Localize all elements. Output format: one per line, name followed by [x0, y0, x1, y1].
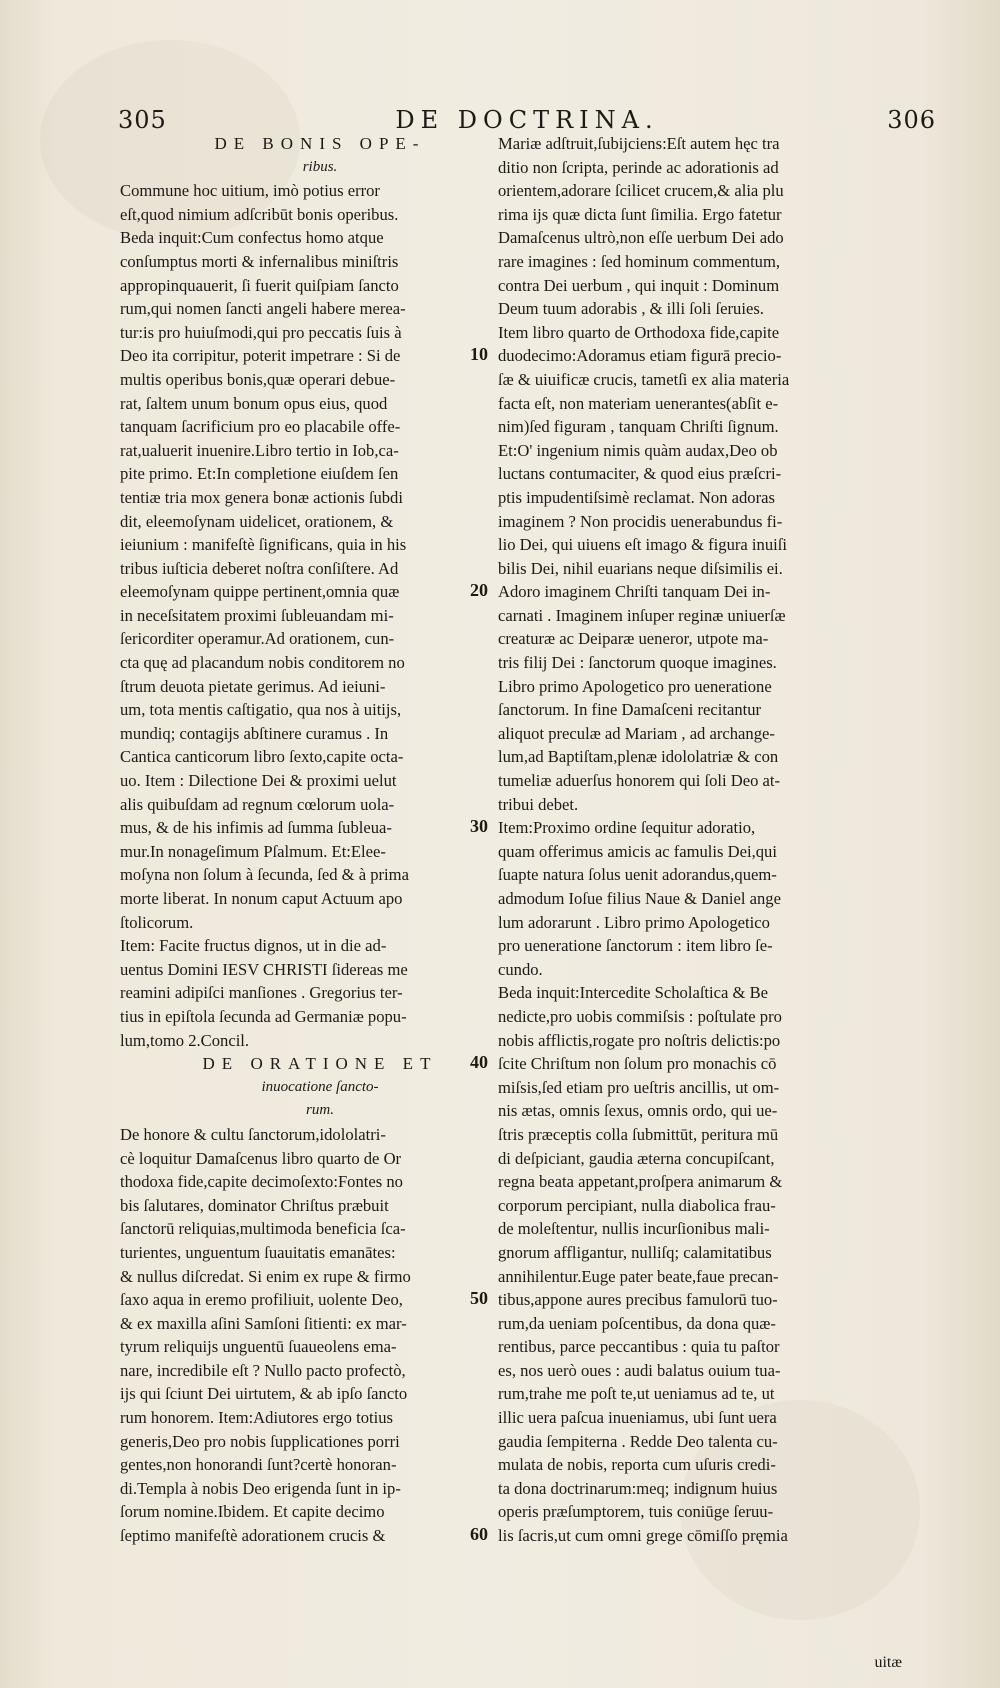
text-line: contra Dei uerbum , qui inquit : Dominum — [498, 275, 780, 295]
text-line: cè loquitur Damaſcenus libro quarto de Or — [120, 1148, 402, 1168]
margin-line-number: 20 — [470, 580, 488, 601]
section-subtitle: inuocatione ſancto- — [261, 1078, 379, 1095]
text-line: Beda inquit:Cum confectus homo atque — [120, 228, 384, 248]
text-line: appropinquauerit, ſi fuerit quiſpiam ſancto — [120, 275, 399, 295]
text-line: tentiæ tria mox genera bonæ actionis ſubdi — [120, 487, 403, 507]
text-line: orientem,adorare ſcilicet crucem,& alia plu — [498, 181, 784, 201]
left-column — [120, 132, 520, 1548]
text-line: corporum percipiant, nulla diabolica frau- — [498, 1195, 776, 1215]
text-line: conſumptus morti & infernalibus miniſtris — [120, 251, 399, 271]
text-line: rum,qui nomen ſancti angeli habere merea- — [120, 299, 406, 319]
text-line: operis præſumptorem, tuis coniūge ſeruu- — [498, 1502, 774, 1522]
text-line: Commune hoc uitium, imò potius error — [120, 181, 380, 201]
section-subtitle: rum. — [306, 1102, 334, 1119]
text-line: ſanctorū reliquias,multimoda beneficia ſca- — [120, 1219, 406, 1239]
section-title: DE BONIS OPE- — [214, 134, 426, 153]
text-line: tris filij Dei : ſanctorum quoque imagines. — [498, 653, 777, 673]
text-line: rum,da ueniam poſcentibus, da dona quæ- — [498, 1313, 776, 1333]
text-line: mundiq; contagijs abſtinere curamus . In — [120, 723, 389, 743]
text-line: tribus iuſticia deberet noſtra conſiſtere. Ad — [120, 558, 399, 578]
text-line: cundo. — [498, 959, 543, 979]
text-line: ijs qui ſciunt Dei uirtutem, & ab ipſo ſancto — [120, 1384, 408, 1404]
text-line: miſsis,ſed etiam pro ueſtris ancillis, ut om- — [498, 1077, 780, 1097]
text-line: regna beata appetant,proſpera animarum & — [498, 1172, 783, 1192]
text-line: tur:is pro huiuſmodi,qui pro peccatis ſuis à — [120, 322, 402, 342]
text-line: luctans contumaciter, & quod eius præſcri- — [498, 464, 782, 484]
text-line: Item: Facite fructus dignos, ut in die ad- — [120, 936, 387, 956]
text-line: quam offerimus amicis ac famulis Dei,qui — [498, 841, 777, 861]
text-line: rima ijs quæ dicta ſunt ſimilia. Ergo fatetur — [498, 204, 782, 224]
text-line: thodoxa fide,capite decimoſexto:Fontes no — [120, 1172, 403, 1192]
text-line: um, tota mentis caſtigatio, qua nos à uitijs, — [120, 700, 402, 720]
text-line: De honore & cultu ſanctorum,idololatri- — [120, 1124, 386, 1144]
text-line: imaginem ? Non procidis uenerabundus fi- — [498, 511, 783, 531]
text-line: nobis afflictis,rogate pro noſtris delictis:po — [498, 1030, 781, 1050]
text-line: de moleſtentur, nullis incurſionibus mali- — [498, 1219, 770, 1239]
text-line: ta dona doctrinarum:meq; indignum huius — [498, 1478, 778, 1498]
text-line: lum adorarunt . Libro primo Apologetico — [498, 912, 770, 932]
text-line: ſanctorum. In fine Damaſceni recitantur — [498, 700, 762, 720]
text-line: ſeptimo manifeſtè adorationem crucis & — [120, 1526, 386, 1546]
text-line: rum,trahe me poſt te,ut ueniamus ad te, ut — [498, 1384, 775, 1404]
text-line: dit, eleemoſynam uidelicet, orationem, & — [120, 511, 394, 531]
text-line: carnati . Imaginem inſuper reginæ uniuerſæ — [498, 605, 786, 625]
margin-line-number: 10 — [470, 344, 488, 365]
text-line: morte liberat. In nonum caput Actuum apo — [120, 889, 403, 908]
text-line: ditio non ſcripta, perinde ac adorationis ad — [498, 157, 779, 177]
section-title: DE ORATIONE ET — [202, 1054, 438, 1074]
text-line: moſyna non ſolum à ſecunda, ſed & à prima — [120, 865, 409, 885]
text-line: ſtrum deuota pietate gerimus. Ad ieiuni- — [120, 676, 386, 696]
text-line: creaturæ ac Deiparæ ueneror, utpote ma- — [498, 629, 769, 649]
text-line: annihilentur.Euge pater beate,faue precan- — [498, 1266, 779, 1286]
text-line: nim)ſed figuram , tanquam Chriſti ſignum. — [498, 417, 779, 437]
text-line: rat, ſaltem unum bonum opus eius, quod — [120, 393, 388, 413]
text-line: admodum Ioſue filius Naue & Daniel ange — [498, 889, 781, 908]
text-line: facta eſt, non materiam uenerantes(abſit e- — [498, 393, 779, 413]
text-line: Et:O' ingenium nimis quàm audax,Deo ob — [498, 440, 778, 460]
text-line: ſtris præceptis colla ſubmittūt, peritura mū — [498, 1124, 779, 1144]
text-line: gentes,non honorandi ſunt?certè honoran- — [120, 1455, 397, 1475]
text-line: tyrum reliquijs unguentū ſuaueolens ema- — [120, 1337, 397, 1357]
text-line: gaudia ſempiterna . Redde Deo talenta cu- — [498, 1431, 778, 1451]
text-line: bilis Dei, nihil euarians neque diſsimilis ei. — [498, 558, 783, 578]
text-line: turientes, unguentum ſuauitatis emanātes: — [120, 1242, 396, 1262]
text-line: mus, & de his infimis ad ſumma ſubleua- — [120, 818, 392, 838]
page-number-right: 306 — [887, 106, 936, 134]
margin-line-number: 60 — [470, 1524, 488, 1545]
text-line: eſt,quod nimium adſcribūt bonis operibus. — [120, 204, 399, 224]
text-line: Item:Proximo ordine ſequitur adoratio, — [498, 818, 756, 838]
text-line: aliquot preculæ ad Mariam , ad archange- — [498, 723, 775, 743]
text-line: ſuapte natura ſolus uenit adorandus,quem- — [498, 865, 777, 885]
text-line: lum,tomo 2.Concil. — [120, 1030, 250, 1050]
text-line: rentibus, parce peccantibus : quia tu paſtor — [498, 1337, 780, 1357]
text-line: ſericorditer operamur.Ad orationem, cun- — [120, 629, 395, 649]
text-line: ſæ & uiuificæ crucis, tametſi ex alia materia — [498, 369, 790, 389]
text-line: tibus,appone aures precibus famulorū tuo- — [498, 1290, 778, 1310]
text-line: multis operibus bonis,quæ operari debue- — [120, 369, 396, 389]
text-line: tanquam ſacrificium pro eo placabile offe- — [120, 417, 401, 437]
text-line: pite primo. Et:In completione eiuſdem ſen — [120, 464, 399, 484]
text-line: lum,ad Baptiſtam,plenæ idololatriæ & con — [498, 747, 779, 767]
text-line: uo. Item : Dilectione Dei & proximi uelut — [120, 771, 397, 791]
text-line: bis ſalutares, dominator Chriſtus præbuit — [120, 1195, 389, 1215]
text-line: Adoro imaginem Chriſti tanquam Dei in- — [498, 582, 771, 602]
text-line: rum honorem. Item:Adiutores ergo totius — [120, 1408, 393, 1428]
text-line: ſorum nomine.Ibidem. Et capite decimo — [120, 1502, 385, 1522]
text-line: reamini adipiſci manſiones . Gregorius ter- — [120, 983, 403, 1003]
text-line: di deſpiciant, gaudia æterna concupiſcant, — [498, 1148, 775, 1168]
text-line: ptis impudentiſsimè reclamat. Non adoras — [498, 487, 775, 507]
text-line: Deo ita corripitur, poterit impetrare : Si de — [120, 346, 401, 366]
catchword: uitæ — [874, 1654, 902, 1671]
text-line: in neceſsitatem proximi ſubleuandam mi- — [120, 605, 394, 625]
text-line: nis ætas, omnis ſexus, omnis ordo, qui ue- — [498, 1101, 778, 1121]
text-line: eleemoſynam quippe pertinent,omnia quæ — [120, 582, 400, 602]
text-line: mur.In nonageſimum Pſalmum. Et:Elee- — [120, 841, 386, 861]
text-line: ieiunium : manifeſtè ſignificans, quia in his — [120, 535, 407, 555]
margin-line-number: 30 — [470, 816, 488, 837]
text-line: generis,Deo pro nobis ſupplicationes porri — [120, 1431, 400, 1451]
text-line: tumeliæ aduerſus honorem qui ſoli Deo at- — [498, 771, 781, 791]
right-column — [498, 132, 912, 1548]
margin-line-number: 50 — [470, 1288, 488, 1309]
text-line: ſtolicorum. — [120, 912, 194, 932]
text-line: lio Dei, qui uiuens eſt imago & figura inuiſi — [498, 535, 787, 555]
text-line: tius in epiſtola ſecunda ad Germaniæ popu- — [120, 1006, 407, 1026]
text-line: & ex maxilla aſini Samſoni ſitienti: ex mar- — [120, 1313, 407, 1333]
text-line: es, nos uerò oues : audi balatus ouium tua- — [498, 1360, 781, 1380]
text-line: gnorum affligantur, nulliſq; calamitatibus — [498, 1242, 772, 1262]
text-line: nedicte,pro uobis commiſsis : poſtulate pro — [498, 1006, 782, 1026]
margin-line-number: 40 — [470, 1052, 488, 1073]
text-line: cta quę ad placandum nobis conditorem no — [120, 653, 405, 673]
text-line: rat,ualuerit inuenire.Libro tertio in Iob,ca- — [120, 440, 399, 460]
page-number-left: 305 — [118, 106, 167, 134]
text-line: tribui debet. — [498, 794, 579, 814]
text-line: rare imagines : ſed hominum commentum, — [498, 251, 781, 271]
text-line: & nullus diſcredat. Si enim ex rupe & firmo — [120, 1266, 411, 1286]
text-line: di.Templa à nobis Deo erigenda ſunt in ip- — [120, 1478, 401, 1498]
text-line: Beda inquit:Intercedite Scholaſtica & Be — [498, 983, 769, 1003]
text-line: uentus Domini IESV CHRISTI ſidereas me — [120, 959, 408, 979]
text-line: mulata de nobis, reporta cum uſuris credi- — [498, 1455, 776, 1475]
text-line: alis quibuſdam ad regnum cœlorum uola- — [120, 794, 395, 814]
text-line: Libro primo Apologetico pro ueneratione — [498, 676, 772, 696]
section-subtitle: ribus. — [302, 158, 338, 175]
text-line: ſaxo aqua in eremo profiliuit, uolente Deo, — [120, 1290, 403, 1310]
text-line: nare, incredibile eſt ? Nullo pacto profectò, — [120, 1360, 406, 1380]
text-line: Deum tuum adorabis , & illi ſoli ſeruies. — [498, 299, 764, 319]
text-line: lis ſacris,ut cum omni grege cōmiſſo pręmia — [498, 1526, 788, 1546]
text-line: Item libro quarto de Orthodoxa fide,capite — [498, 322, 780, 342]
text-line: pro ueneratione ſanctorum : item libro ſe- — [498, 936, 773, 956]
text-line: duodecimo:Adoramus etiam figurā precio- — [498, 346, 782, 366]
text-line: illic uera paſcua inueniamus, ubi ſunt uera — [498, 1408, 777, 1428]
text-line: ſcite Chriſtum non ſolum pro monachis cō — [498, 1054, 777, 1074]
text-line: Cantica canticorum libro ſexto,capite octa- — [120, 747, 404, 767]
text-line: Damaſcenus ultrò,non eſſe uerbum Dei ado — [498, 228, 784, 248]
running-title: DE DOCTRINA. — [395, 106, 659, 134]
text-line: Mariæ adſtruit,ſubijciens:Eſt autem hęc tra — [498, 134, 780, 153]
